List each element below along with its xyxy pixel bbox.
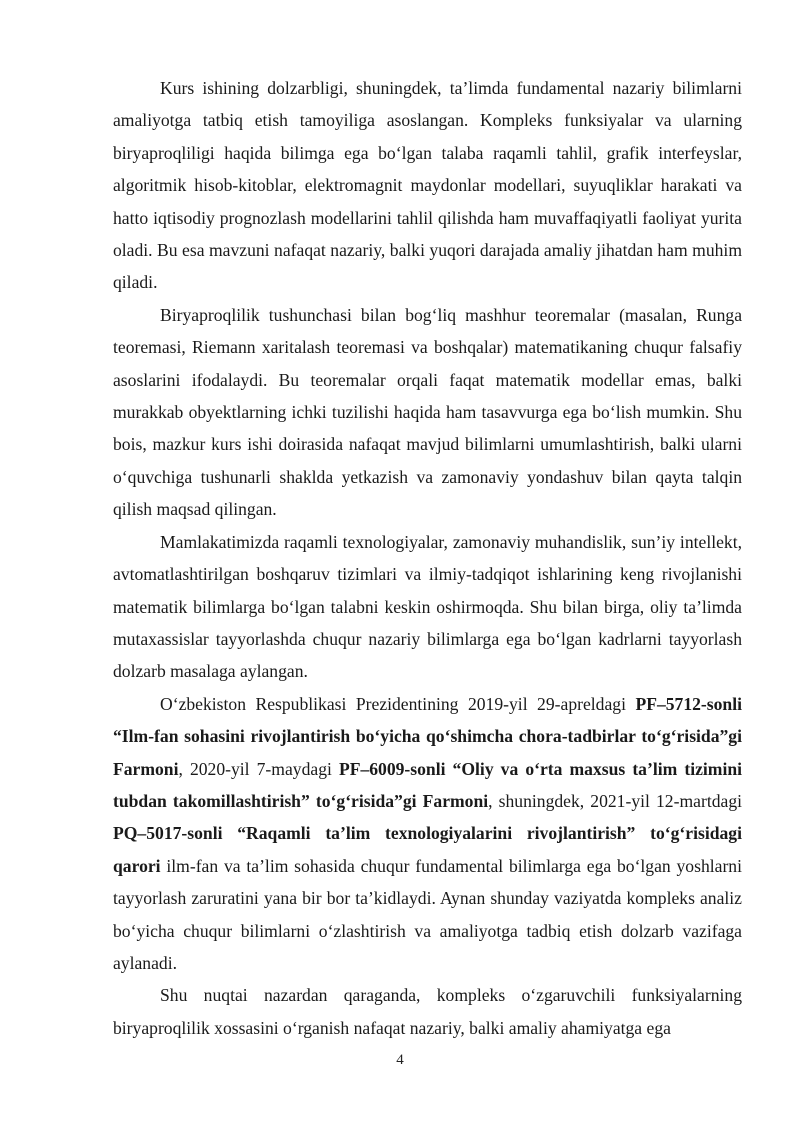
paragraph-conclusion: Shu nuqtai nazardan qaraganda, kompleks o‘zgaruvchili funksiyalarning biryaproqlilik xossasini o‘rganish nafaqat nazariy, balki amaliy ahamiyatga ega <box>113 985 742 1038</box>
document-page <box>113 72 742 1044</box>
decree-text-4: ilm-fan va ta’lim sohasida chuqur fundamental bilimlarga ega bo‘lgan yoshlarni tayyorlash zaruratini yana bir bor ta’kidlaydi. Aynan shunday vaziyatda kompleks analiz bo‘yicha chuqur bilimlarni o‘zlashtirish va amaliyotga tadbiq etish dolzarb vazifaga aylanadi. <box>113 855 742 973</box>
decree-pf-6009: PF–6009-sonli “Oliy va o‘rta maxsus ta’lim tizimini tubdan takomillashtirish” to‘g‘risida”gi Farmoni <box>113 758 743 811</box>
decree-text-1: O‘zbekiston Respublikasi Prezidentining 2019-yil 29-apreldagi <box>160 693 636 714</box>
decree-text-3: , shuningdek, 2021-yil 12-martdagi <box>488 790 742 811</box>
paragraph-theorems: Biryaproqlilik tushunchasi bilan bog‘liq mashhur teoremalar (masalan, Runga teoremasi, Riemann xaritalash teoremasi va boshqalar) matematikaning chuqur falsafiy asoslarini ifodalaydi. Bu teoremalar orqali faqat matematik modellar emas, balki murakkab obyektlarning ichki tuzilishi haqida ham tasavvurga ega bo‘lish mumkin. Shu bois, mazkur kurs ishi doirasida nafaqat mavjud bilimlarni umumlashtirish, balki ularni o‘quvchiga tushunarli shaklda yetkazish va zamonaviy yondashuv bilan qayta talqin qilish maqsad qilingan. <box>113 304 742 520</box>
decree-text-2: , 2020-yil 7-maydagi <box>178 758 339 779</box>
decree-pq-5017: PQ–5017-sonli “Raqamli ta’lim texnologiyalarini rivojlantirish” to‘g‘risidagi qarori <box>113 823 742 876</box>
page-number: 4 <box>396 1052 404 1068</box>
paragraph-relevance: Kurs ishining dolzarbligi, shuningdek, ta’limda fundamental nazariy bilimlarni amaliyotga tatbiq etish tamoyiliga asoslangan. Kompleks funksiyalar va ularning biryaproqliligi haqida bilimga ega bo‘lgan talaba raqamli tahlil, grafik interfeyslar, algoritmik hisob-kitoblar, elektromagnit maydonlar modellari, suyuqliklar harakati va hatto iqtisodiy prognozlash modellarini tahlil qilishda ham muvaffaqiyatli faoliyat yurita oladi. Bu esa mavzuni nafaqat nazariy, balki yuqori darajada amaliy jihatdan ham muhim qiladi. <box>113 78 742 293</box>
paragraph-decrees <box>113 688 742 980</box>
paragraph-technology: Mamlakatimizda raqamli texnologiyalar, zamonaviy muhandislik, sun’iy intellekt, avtomatlashtirilgan boshqaruv tizimlari va ilmiy-tadqiqot ishlarining keng rivojlanishi matematik bilimlarga bo‘lgan talabni keskin oshirmoqda. Shu bilan birga, oliy ta’limda mutaxassislar tayyorlashda chuqur nazariy bilimlarga ega bo‘lgan kadrlarni tayyorlash dolzarb masalaga aylangan. <box>113 531 742 682</box>
decree-pf-5712: PF–5712-sonli “Ilm-fan sohasini rivojlantirish bo‘yicha qo‘shimcha chora-tadbirlar to‘g‘risida”gi Farmoni <box>113 693 742 779</box>
